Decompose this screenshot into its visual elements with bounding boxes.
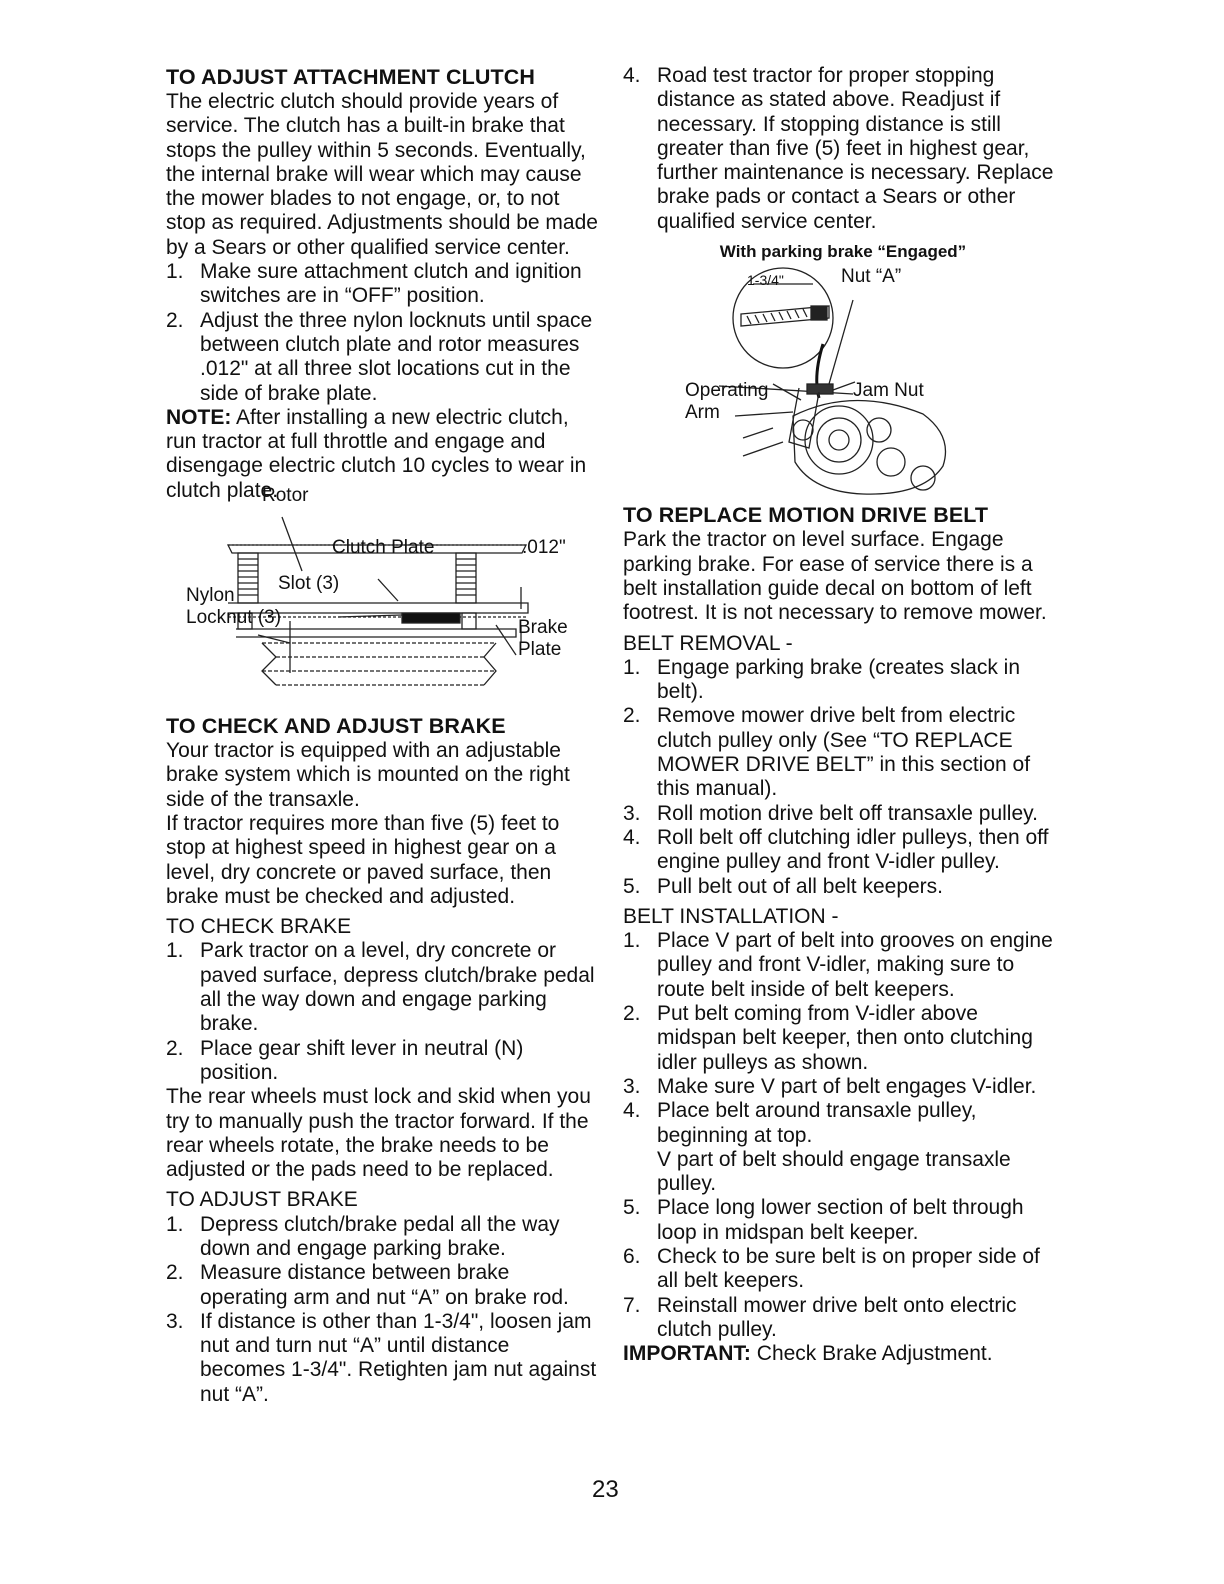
list-item: 2. Put belt coming from V-idler above midspan belt keeper, then onto clutching idler pulleys as shown. xyxy=(623,1002,1033,1074)
list-item: 5. Pull belt out of all belt keepers. xyxy=(623,874,944,898)
belt-install-title: BELT INSTALLATION - xyxy=(623,904,839,928)
gap-label: .012" xyxy=(522,537,566,559)
plate-label: Plate xyxy=(518,639,562,661)
list-item: 2. Measure distance between brake operating arm and nut “A” on brake rod. xyxy=(166,1261,569,1309)
check-brake-title: TO CHECK BRAKE xyxy=(166,915,352,939)
list-item: 5. Place long lower section of belt through loop in midspan belt keeper. xyxy=(623,1196,1024,1244)
important-note: IMPORTANT: Check Brake Adjustment. xyxy=(623,1342,993,1366)
note-label: NOTE: xyxy=(166,405,232,429)
clutch-diagram xyxy=(166,485,598,703)
nylon-label: Nylon xyxy=(186,585,235,607)
list-item: 4. Place belt around transaxle pulley, beginning at top. V part of belt should engage transaxle pulley. xyxy=(623,1099,1011,1196)
list-item: 1. Place V part of belt into grooves on engine pulley and front V-idler, making sure to route belt inside of belt keepers. xyxy=(623,929,1053,1001)
adjust-brake-title: TO ADJUST BRAKE xyxy=(166,1188,358,1212)
dimension-label: 1-3/4" xyxy=(747,272,784,289)
brake-intro: Your tractor is equipped with an adjustable brake system which is mounted on the right side of the transaxle. xyxy=(166,739,570,811)
list-item: 1. Park tractor on a level, dry concrete or paved surface, depress clutch/brake pedal all the way down and engage parking brake. xyxy=(166,939,595,1036)
belt-intro: Park the tractor on level surface. Engage parking brake. For ease of service there is a belt installation guide decal on bottom of left footrest. It is not necessary to remove mower. xyxy=(623,528,1047,625)
slot-label: Slot (3) xyxy=(278,573,340,595)
brake-diagram xyxy=(623,266,1063,498)
list-item: 4. Road test tractor for proper stopping distance as stated above. Readjust if necessary. If stopping distance is still greater than five (5) feet in highest gear, further maintenance is necessary. Replace brake pads or contact a Sears or other qualified service center. xyxy=(623,64,1054,233)
brake-label: Brake xyxy=(518,617,568,639)
list-item: 3. Make sure V part of belt engages V-idler. xyxy=(623,1074,1037,1098)
list-item: 1. Depress clutch/brake pedal all the way down and engage parking brake. xyxy=(166,1212,560,1260)
jam-nut-label: Jam Nut xyxy=(853,380,924,402)
list-item: 2. Adjust the three nylon locknuts until space between clutch plate and rotor measures .012" at all three slot locations cut in the side of brake plate. xyxy=(166,308,593,405)
list-item: 4. Roll belt off clutching idler pulleys, then off engine pulley and front V-idler pulley. xyxy=(623,825,1049,874)
clutch-note: NOTE: After installing a new electric clutch, run tractor at full throttle and engage and disengage electric clutch 10 cycles to wear in clutch plate. xyxy=(166,405,587,502)
clutch-plate-label: Clutch Plate xyxy=(332,537,435,559)
rotor-label: Rotor xyxy=(262,485,309,507)
list-item: 2. Remove mower drive belt from electric clutch pulley only (See “TO REPLACE MOWER DRIVE BELT” in this section of this manual). xyxy=(623,704,1031,801)
list-item: 1. Make sure attachment clutch and ignition switches are in “OFF” position. xyxy=(166,260,582,308)
nut-a-label: Nut “A” xyxy=(841,266,902,288)
belt-removal-title: BELT REMOVAL - xyxy=(623,631,793,655)
adjust-brake-steps xyxy=(166,1213,598,1407)
list-item: 2. Place gear shift lever in neutral (N) position. xyxy=(166,1036,524,1084)
list-item: 7. Reinstall mower drive belt onto electric clutch pulley. xyxy=(623,1293,1017,1341)
arm-label: Arm xyxy=(685,402,720,424)
check-brake-steps xyxy=(166,939,598,1085)
clutch-heading: TO ADJUST ATTACHMENT CLUTCH xyxy=(166,65,535,89)
check-brake-para: The rear wheels must lock and skid when you try to manually push the tractor forward. If the rear wheels rotate, the brake needs to be adjusted or the pads need to be replaced. xyxy=(166,1085,591,1182)
operating-label: Operating xyxy=(685,380,769,402)
brake-heading: TO CHECK AND ADJUST BRAKE xyxy=(166,714,506,739)
brake-intro-2: If tractor requires more than five (5) feet to stop at highest speed in highest gear on a level, dry concrete or paved surface, then brake must be checked and adjusted. xyxy=(166,811,560,908)
list-item: 1. Engage parking brake (creates slack in belt). xyxy=(623,655,1021,704)
belt-install-steps xyxy=(623,929,1063,1342)
brake-figure-caption: With parking brake “Engaged” xyxy=(719,242,967,262)
page-number: 23 xyxy=(592,1476,619,1503)
list-item: 6. Check to be sure belt is on proper side of all belt keepers. xyxy=(623,1244,1040,1293)
right-column xyxy=(623,64,1063,1366)
clutch-steps xyxy=(166,260,598,406)
belt-removal-steps xyxy=(623,656,1063,899)
left-column xyxy=(166,64,598,1407)
important-label: IMPORTANT: xyxy=(623,1342,751,1366)
list-item: 3. Roll motion drive belt off transaxle pulley. xyxy=(623,801,1038,825)
road-test-step xyxy=(623,64,1063,234)
clutch-intro: The electric clutch should provide years of service. The clutch has a built-in brake that stops the pulley within 5 seconds. Eventually, the internal brake will wear which may cause the mower blades to not engage, or, to not stop as required. Adjustments should be made by a Sears or other qualified service center. xyxy=(166,90,598,259)
belt-heading: TO REPLACE MOTION DRIVE BELT xyxy=(623,503,989,528)
list-item: 3. If distance is other than 1-3/4", loosen jam nut and turn nut “A” until distance becomes 1-3/4". Retighten jam nut against nut “A”. xyxy=(166,1309,597,1406)
locknut-label: Locknut (3) xyxy=(186,607,282,629)
